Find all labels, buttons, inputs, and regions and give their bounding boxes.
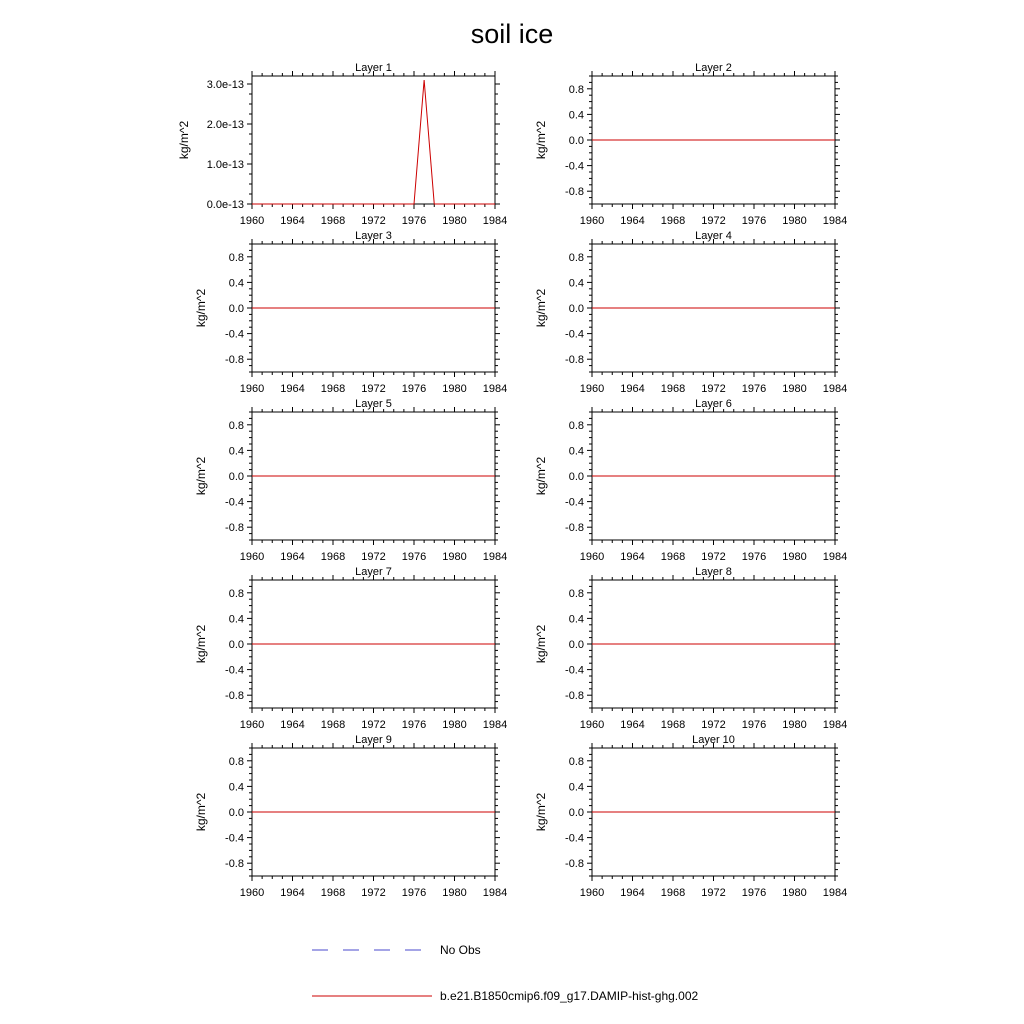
- y-tick-label: 0.0: [228, 807, 244, 819]
- y-tick-label: 0.8: [228, 419, 244, 432]
- y-tick-label: -0.4: [565, 496, 584, 509]
- y-tick-label: -0.8: [225, 522, 244, 535]
- y-tick-label: 0.4: [568, 109, 584, 122]
- x-tick-label: 1972: [361, 551, 386, 563]
- x-tick-label: 1984: [822, 215, 848, 227]
- panel-5: [194, 398, 507, 563]
- x-tick-label: 1960: [239, 215, 265, 227]
- y-tick-label: -0.8: [225, 354, 244, 367]
- y-axis-label: kg/m^2: [194, 288, 208, 328]
- x-tick-label: 1964: [620, 551, 645, 563]
- x-tick-label: 1980: [782, 383, 807, 395]
- y-axis-label: kg/m^2: [194, 624, 208, 664]
- x-tick-label: 1980: [442, 383, 467, 395]
- x-tick-label: 1984: [482, 887, 508, 899]
- y-tick-label: 0.8: [228, 587, 244, 600]
- y-tick-label: -0.8: [565, 858, 584, 871]
- x-tick-label: 1980: [442, 215, 467, 227]
- x-tick-label: 1980: [782, 719, 807, 731]
- y-tick-label: -0.4: [565, 664, 584, 677]
- x-tick-label: 1964: [280, 887, 305, 899]
- panel-frame: [252, 76, 495, 204]
- y-tick-label: 0.4: [568, 613, 584, 626]
- x-tick-label: 1964: [280, 719, 305, 731]
- x-tick-label: 1968: [660, 719, 686, 731]
- y-tick-label: 0.4: [568, 445, 584, 458]
- x-tick-label: 1960: [239, 719, 265, 731]
- y-tick-label: 0.0: [568, 639, 584, 651]
- x-tick-label: 1980: [442, 551, 467, 563]
- x-tick-label: 1980: [782, 215, 807, 227]
- y-tick-label: 0.0: [568, 471, 584, 483]
- x-tick-label: 1960: [579, 383, 605, 395]
- x-tick-label: 1980: [782, 551, 807, 563]
- y-tick-label: -0.8: [225, 690, 244, 703]
- x-tick-label: 1972: [701, 383, 726, 395]
- panel-6: [534, 398, 847, 563]
- x-tick-label: 1972: [701, 719, 726, 731]
- x-tick-label: 1976: [401, 215, 427, 227]
- x-tick-label: 1968: [320, 887, 346, 899]
- panel-title: Layer 10: [692, 734, 735, 746]
- x-tick-label: 1984: [822, 887, 848, 899]
- y-axis-label: kg/m^2: [534, 624, 548, 664]
- x-tick-label: 1980: [442, 887, 467, 899]
- panel-title: Layer 2: [695, 62, 732, 74]
- y-tick-label: 2.0e-13: [206, 119, 244, 131]
- panel-10: [534, 734, 847, 899]
- x-tick-label: 1972: [701, 551, 726, 563]
- panel-title: Layer 9: [355, 734, 392, 746]
- x-tick-label: 1964: [280, 551, 305, 563]
- y-tick-label: 1.0e-13: [206, 159, 244, 171]
- x-tick-label: 1984: [482, 551, 508, 563]
- panel-7: [194, 566, 507, 731]
- y-axis-label: kg/m^2: [534, 288, 548, 328]
- x-tick-label: 1964: [280, 383, 305, 395]
- y-tick-label: -0.4: [565, 160, 584, 173]
- x-tick-label: 1960: [579, 719, 605, 731]
- x-tick-label: 1964: [620, 887, 645, 899]
- y-tick-label: -0.8: [565, 522, 584, 535]
- x-tick-label: 1964: [620, 383, 645, 395]
- panel-title: Layer 4: [695, 230, 732, 242]
- y-tick-label: 0.8: [228, 251, 244, 264]
- panel-1: [177, 62, 507, 227]
- panel-8: [534, 566, 847, 731]
- y-tick-label: -0.8: [225, 858, 244, 871]
- y-tick-label: 0.8: [568, 251, 584, 264]
- x-tick-label: 1968: [320, 551, 346, 563]
- x-tick-label: 1972: [361, 383, 386, 395]
- x-tick-label: 1984: [822, 719, 848, 731]
- y-tick-label: -0.4: [565, 328, 584, 341]
- x-tick-label: 1960: [239, 887, 265, 899]
- y-tick-label: -0.4: [225, 664, 244, 677]
- x-tick-label: 1976: [401, 383, 427, 395]
- x-tick-label: 1960: [239, 383, 265, 395]
- x-tick-label: 1972: [701, 215, 726, 227]
- y-tick-label: 0.8: [568, 419, 584, 432]
- y-tick-label: 0.8: [228, 755, 244, 768]
- y-axis-label: kg/m^2: [534, 120, 548, 160]
- x-tick-label: 1968: [660, 887, 686, 899]
- y-axis-label: kg/m^2: [177, 120, 191, 160]
- y-tick-label: 0.0: [228, 471, 244, 483]
- y-tick-label: 0.8: [568, 587, 584, 600]
- x-tick-label: 1984: [822, 383, 848, 395]
- x-tick-label: 1976: [401, 551, 427, 563]
- legend: [312, 943, 698, 1003]
- x-tick-label: 1964: [280, 215, 305, 227]
- panel-title: Layer 6: [695, 398, 732, 410]
- x-tick-label: 1976: [741, 383, 767, 395]
- x-tick-label: 1968: [320, 383, 346, 395]
- panel-title: Layer 8: [695, 566, 732, 578]
- y-tick-label: 0.0e-13: [206, 199, 244, 211]
- legend-label-no-obs: No Obs: [440, 943, 481, 957]
- panels: [177, 62, 847, 899]
- x-tick-label: 1976: [401, 719, 427, 731]
- y-tick-label: -0.4: [225, 496, 244, 509]
- x-tick-label: 1968: [320, 719, 346, 731]
- y-tick-label: 0.4: [568, 781, 584, 794]
- x-tick-label: 1984: [822, 551, 848, 563]
- y-tick-label: -0.8: [565, 690, 584, 703]
- x-tick-label: 1968: [660, 215, 686, 227]
- y-tick-label: 0.0: [228, 639, 244, 651]
- panel-2: [534, 62, 847, 227]
- y-tick-label: 0.4: [228, 277, 244, 290]
- x-tick-label: 1976: [741, 551, 767, 563]
- x-tick-label: 1976: [741, 887, 767, 899]
- x-tick-label: 1980: [782, 887, 807, 899]
- x-tick-label: 1984: [482, 383, 508, 395]
- x-tick-label: 1984: [482, 215, 508, 227]
- y-tick-label: 0.4: [228, 445, 244, 458]
- x-tick-label: 1968: [660, 551, 686, 563]
- x-tick-label: 1972: [361, 887, 386, 899]
- panel-4: [534, 230, 847, 395]
- y-tick-label: 0.0: [568, 135, 584, 147]
- panel-title: Layer 3: [355, 230, 392, 242]
- y-axis-label: kg/m^2: [534, 792, 548, 832]
- x-tick-label: 1964: [620, 215, 645, 227]
- x-tick-label: 1976: [401, 887, 427, 899]
- x-tick-label: 1972: [701, 887, 726, 899]
- figure-title: soil ice: [470, 19, 554, 49]
- y-axis-label: kg/m^2: [194, 456, 208, 496]
- x-tick-label: 1972: [361, 719, 386, 731]
- x-tick-label: 1968: [660, 383, 686, 395]
- x-tick-label: 1960: [239, 551, 265, 563]
- y-tick-label: 0.0: [568, 807, 584, 819]
- panel-title: Layer 1: [355, 62, 392, 74]
- y-tick-label: -0.4: [225, 328, 244, 341]
- legend-label-model: b.e21.B1850cmip6.f09_g17.DAMIP-hist-ghg.002: [440, 989, 699, 1003]
- y-axis-label: kg/m^2: [194, 792, 208, 832]
- y-tick-label: 0.8: [568, 755, 584, 768]
- x-tick-label: 1968: [320, 215, 346, 227]
- x-tick-label: 1976: [741, 215, 767, 227]
- x-tick-label: 1984: [482, 719, 508, 731]
- y-tick-label: 0.8: [568, 83, 584, 96]
- x-tick-label: 1964: [620, 719, 645, 731]
- y-tick-label: 0.4: [228, 781, 244, 794]
- y-tick-label: 0.4: [228, 613, 244, 626]
- x-tick-label: 1960: [579, 215, 605, 227]
- y-tick-label: 3.0e-13: [206, 79, 244, 91]
- y-tick-label: -0.4: [225, 832, 244, 845]
- x-tick-label: 1972: [361, 215, 386, 227]
- x-tick-label: 1960: [579, 887, 605, 899]
- x-tick-label: 1960: [579, 551, 605, 563]
- panel-3: [194, 230, 507, 395]
- panel-title: Layer 5: [355, 398, 392, 410]
- x-tick-label: 1976: [741, 719, 767, 731]
- y-tick-label: -0.8: [565, 354, 584, 367]
- panel-title: Layer 7: [355, 566, 392, 578]
- series-line-1: [252, 80, 495, 204]
- y-tick-label: 0.0: [568, 303, 584, 315]
- panel-9: [194, 734, 507, 899]
- y-tick-label: 0.0: [228, 303, 244, 315]
- y-tick-label: -0.8: [565, 186, 584, 199]
- y-tick-label: 0.4: [568, 277, 584, 290]
- y-axis-label: kg/m^2: [534, 456, 548, 496]
- y-tick-label: -0.4: [565, 832, 584, 845]
- x-tick-label: 1980: [442, 719, 467, 731]
